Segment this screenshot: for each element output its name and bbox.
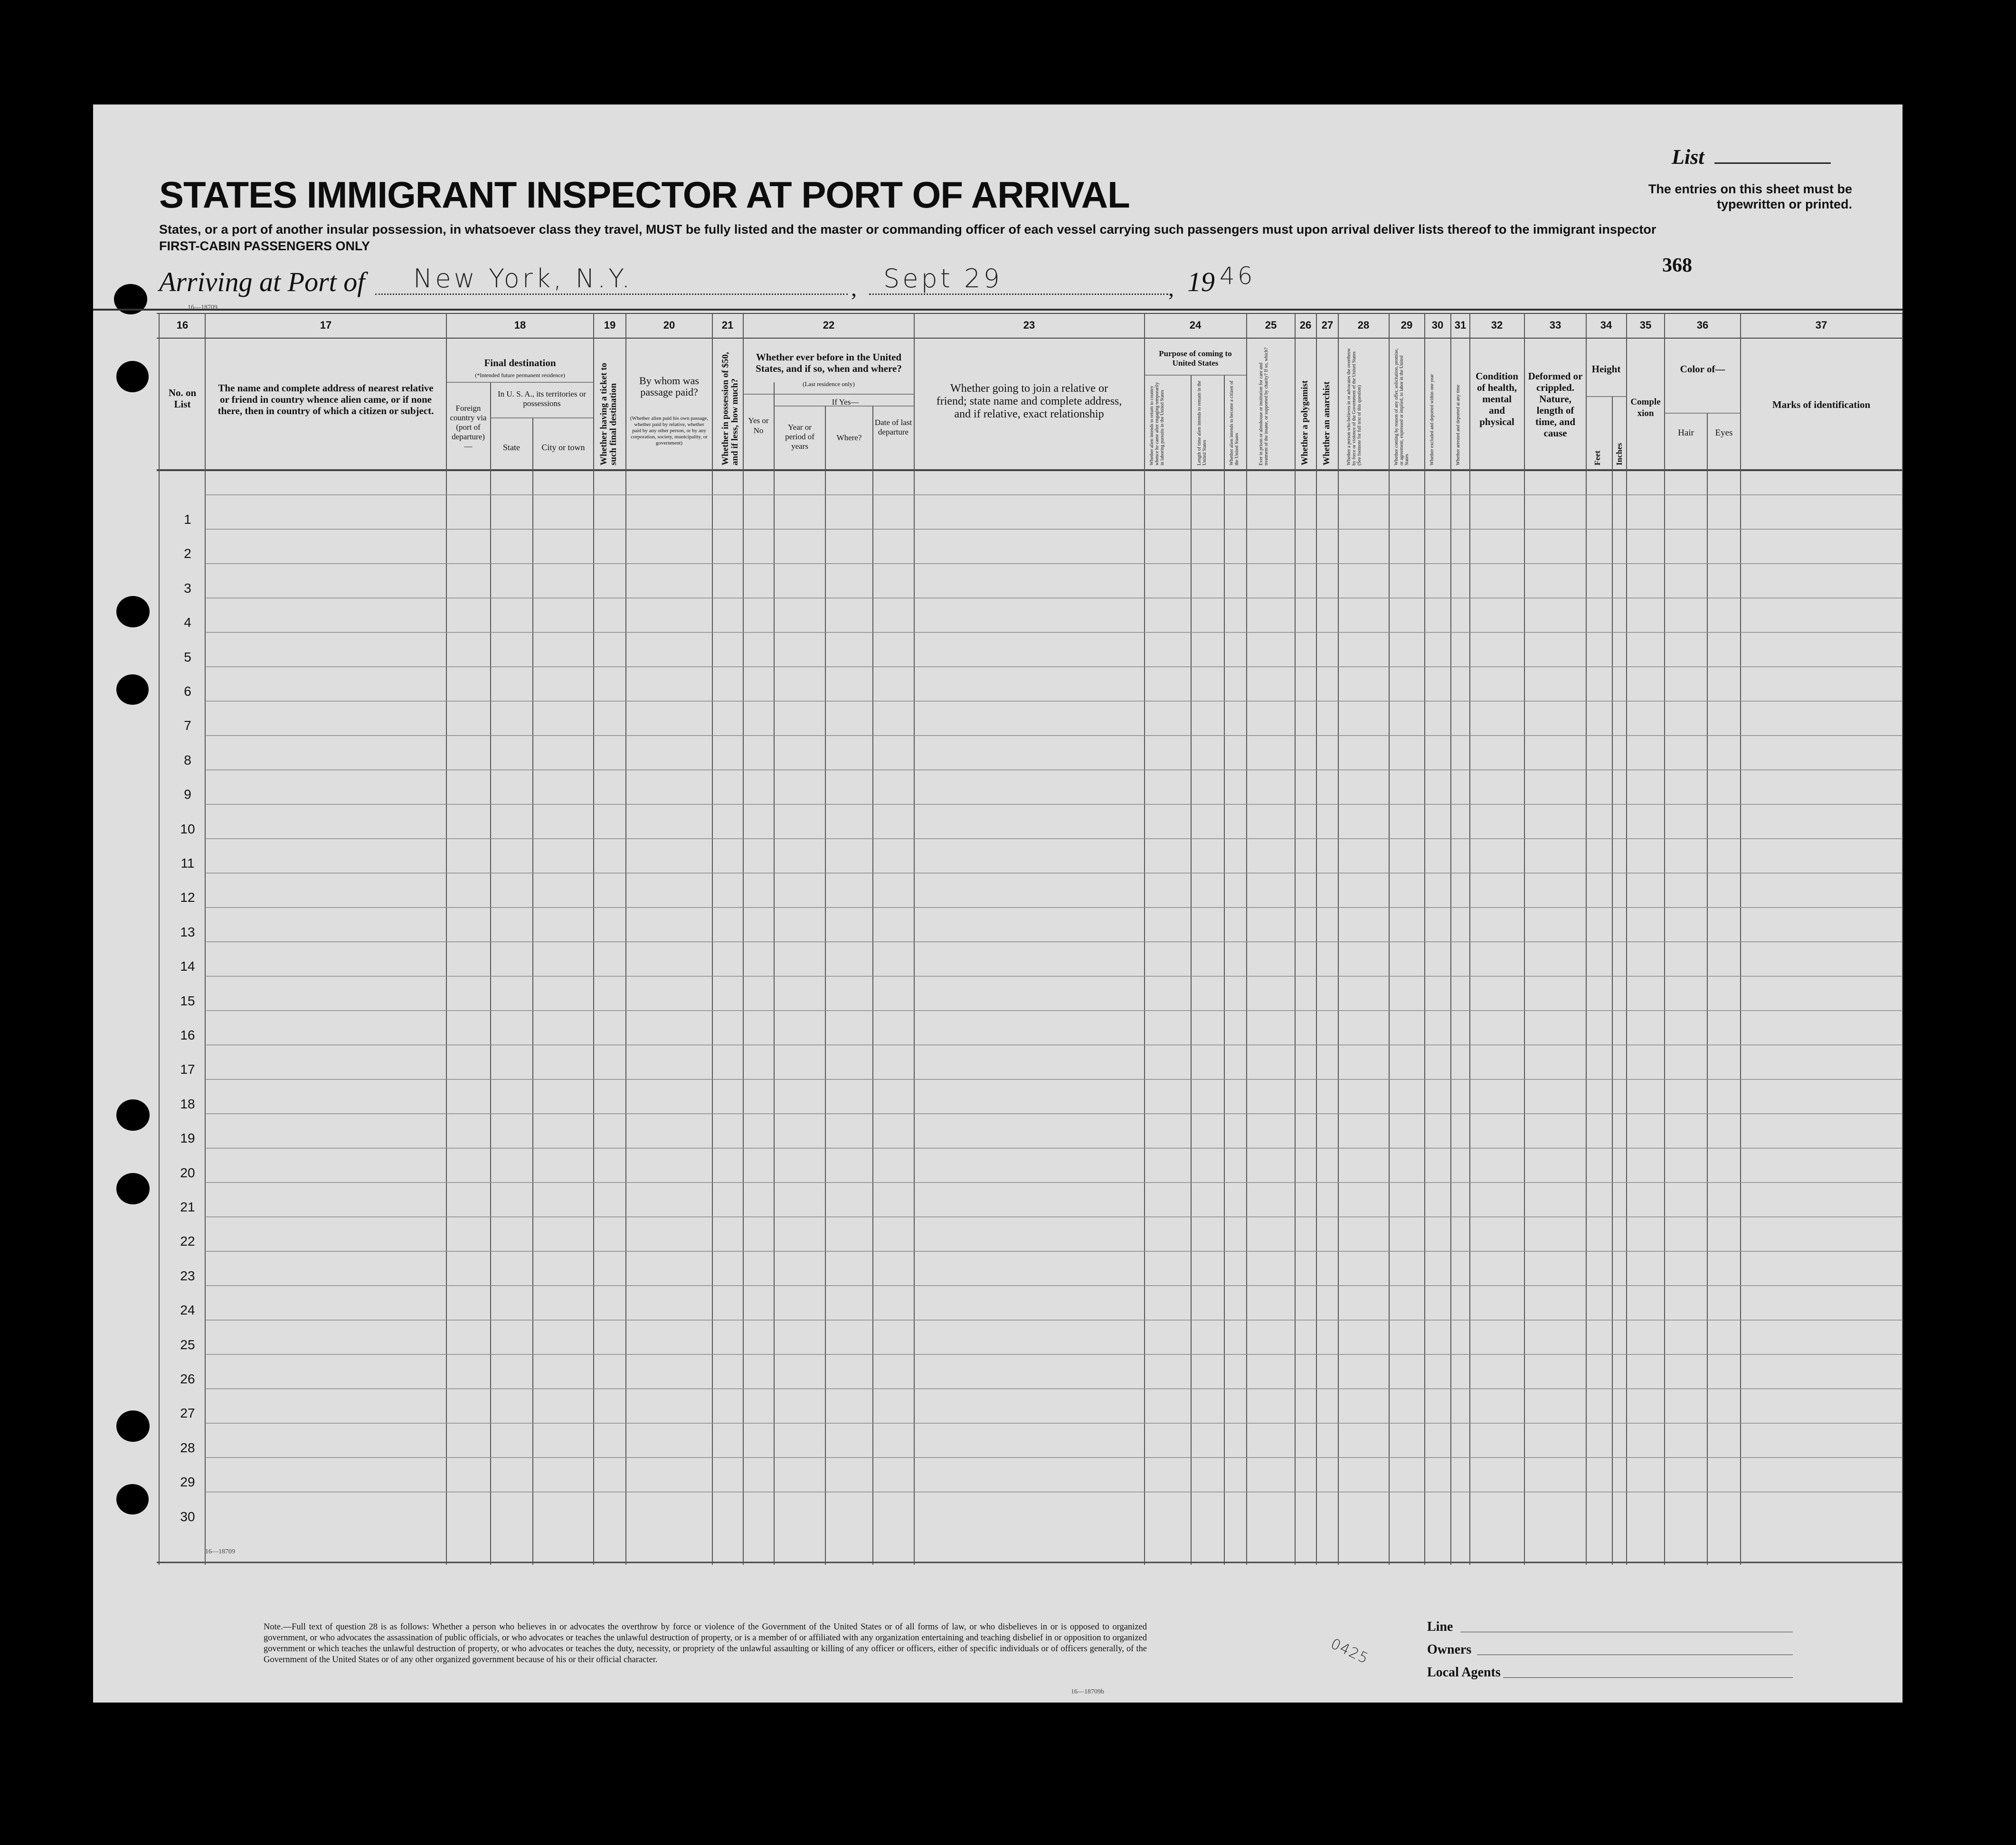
header-yes-no: Yes or No (748, 416, 769, 435)
col-num-25: 25 (1265, 319, 1277, 331)
header-final-destination: Final destination (484, 357, 556, 369)
col-num-28: 28 (1357, 319, 1370, 331)
header-if-yes: If Yes— (832, 397, 859, 407)
header-foreign-country: Foreign country via (port of departure)— (450, 404, 487, 451)
form-instructions: States, or a port of another insular possession, in whatsoever class they travel, MUST be fully listed and the master or commanding officer of each vessel carrying such passengers must upon arrival deliver lists thereof to the immigrant inspector (159, 222, 1656, 237)
row-number: 3 (184, 580, 191, 596)
row-number: 14 (180, 959, 195, 974)
row-number: 15 (180, 993, 195, 1008)
header-deformed: Deformed or crippled. Nature, length of time, and cause (1528, 370, 1583, 439)
row-number: 25 (180, 1337, 195, 1352)
year-entry: 46 (1220, 262, 1256, 290)
col-num-21: 21 (721, 319, 734, 331)
year-prefix: 19 (1187, 266, 1215, 297)
header-last-residence: (Last residence only) (803, 380, 855, 388)
row-number: 24 (180, 1303, 195, 1318)
row-number: 5 (184, 649, 191, 664)
col-num-22: 22 (823, 319, 835, 331)
header-nearest-relative: The name and complete address of nearest relative or friend in country whence alien came, or if none there, then in country of which a citizen or subject. (218, 382, 434, 416)
row-number: 12 (180, 890, 195, 905)
header-complexion: Complexion (1630, 397, 1661, 418)
header-arrested: Whether arrested and deported at any time (1456, 385, 1461, 465)
header-purpose-length: Length of time alien intends to remain in the United States (1197, 380, 1207, 465)
row-number: 17 (180, 1062, 195, 1077)
header-state: State (503, 443, 520, 452)
row-number: 6 (184, 684, 191, 699)
col-num-36: 36 (1696, 319, 1709, 331)
row-number: 29 (180, 1475, 195, 1490)
form-code-bottom: 16—18709 (205, 1548, 235, 1555)
header-eyes: Eyes (1715, 428, 1733, 438)
col-num-30: 30 (1431, 319, 1444, 331)
header-city-town: City or town (541, 443, 585, 452)
header-excluded: Whether excluded and deported within one year (1429, 374, 1435, 465)
form-code-footer: 16—18709b (1071, 1688, 1104, 1695)
col-num-37: 37 (1815, 319, 1827, 331)
header-fifty-dollars: Whether in possession of $50, and if less, how much? (720, 352, 740, 465)
date-entry: Sept 29 (883, 264, 1003, 293)
row-number: 22 (180, 1234, 195, 1249)
list-label: List (1672, 145, 1704, 169)
arriving-label: Arriving at Port of (159, 266, 365, 297)
header-purpose-return: Whether alien intends to return to country whence he came after engaging temporarily in laboring pursuits in the United States (1149, 382, 1165, 465)
form-title: STATES IMMIGRANT INSPECTOR AT PORT OF ARRIVAL (159, 174, 1130, 216)
header-passage-paid: By whom was passage paid? (639, 375, 699, 398)
header-overthrow: Whether a person who believes in or advocates the overthrow by force or violence of the Government of the United States (See footnote for full text of this question) (1346, 348, 1362, 465)
header-polygamist: Whether a polygamist (1300, 380, 1310, 465)
row-number: 7 (184, 718, 191, 733)
col-num-26: 26 (1299, 319, 1312, 331)
header-marks: Marks of identification (1772, 399, 1871, 410)
port-entry: New York, N.Y. (413, 264, 633, 293)
col-num-19: 19 (604, 319, 616, 331)
header-where: Where? (836, 433, 862, 442)
header-anarchist: Whether an anarchist (1322, 381, 1332, 465)
row-number: 9 (184, 787, 191, 802)
col-num-20: 20 (663, 319, 675, 331)
row-number: 4 (184, 615, 191, 630)
row-number: 21 (180, 1200, 195, 1214)
header-year-period: Year or period of years (785, 423, 814, 451)
row-number: 20 (180, 1165, 195, 1180)
col-num-16: 16 (176, 319, 189, 331)
row-number: 10 (180, 821, 195, 836)
row-number: 2 (184, 546, 191, 561)
form-code-top: 16—18709 (188, 304, 218, 311)
row-number: 30 (180, 1509, 195, 1524)
header-ticket: Whether having a ticket to such final destination (599, 362, 618, 465)
header-labor-offer: Whether coming by reason of any offer, solicitation, promise, or agreement, expressed or implied, to labor in the United States (1394, 348, 1410, 465)
header-join-relative: Whether going to join a relative or friend; state name and complete address, and if relative, exact relationship (936, 382, 1122, 420)
owners-label: Owners (1427, 1642, 1472, 1657)
entries-note: The entries on this sheet must be typewritten or printed. (1648, 182, 1852, 211)
row-number: 23 (180, 1268, 195, 1283)
row-number: 19 (180, 1131, 195, 1146)
header-feet: Feet (1593, 450, 1602, 465)
header-height: Height (1591, 363, 1621, 375)
col-num-29: 29 (1401, 319, 1413, 331)
row-number: 26 (180, 1372, 195, 1386)
question-28-footnote: Note.—Full text of question 28 is as follows: Whether a person who believes in or advocates the overthrow by force or violence of the Government of the United States or of all forms of law, or who disbelieves in or is opposed to organized government, or who advocates the assassination of public officials, or who advocates or teaches the unlawful destruction of property, or is a member of or affiliated with any organization entertaining and teaching disbelief in or opposition to organized government or which teaches the unlawful destruction of property, or who advocates or teaches the duty, necessity, or propriety of the unlawful assaulting or killing of any officer or officers, either of specific individuals or of officers generally, of the Government of the United States or of any other organized government because of his or their official character. (264, 1622, 1147, 1665)
header-color-of: Color of— (1680, 363, 1725, 375)
col-num-35: 35 (1639, 319, 1652, 331)
col-num-33: 33 (1549, 319, 1562, 331)
handwritten-mark: 0425 (1328, 1635, 1372, 1668)
col-num-27: 27 (1321, 319, 1334, 331)
header-prison: Ever in prison or almshouse or institution for care and treatment of the insane, or supported by charity? If so, which? (1259, 347, 1269, 465)
col-num-32: 32 (1491, 319, 1503, 331)
col-num-23: 23 (1023, 319, 1035, 331)
col-num-34: 34 (1600, 319, 1612, 331)
header-purpose-citizen: Whether alien intends to become a citizen of the United States (1229, 380, 1240, 465)
row-number: 16 (180, 1028, 195, 1042)
row-number: 27 (180, 1406, 195, 1421)
col-num-31: 31 (1454, 319, 1467, 331)
header-date-departure: Date of last departure (874, 418, 912, 436)
header-no-on-list: No. on List (168, 387, 197, 410)
row-number: 8 (184, 752, 191, 767)
header-health: Condition of health, mental and physical (1476, 370, 1518, 427)
col-num-18: 18 (514, 319, 526, 331)
col-num-17: 17 (320, 319, 332, 331)
header-inches: Inches (1615, 443, 1624, 465)
stamp-number: 368 (1662, 255, 1692, 276)
line-label: Line (1427, 1619, 1453, 1634)
header-purpose: Purpose of coming to United States (1159, 349, 1232, 368)
col-num-24: 24 (1189, 319, 1202, 331)
header-hair: Hair (1678, 428, 1694, 438)
passenger-class: FIRST-CABIN PASSENGERS ONLY (159, 239, 370, 253)
header-final-destination-note: (*Intended future permanent residence) (475, 372, 565, 378)
local-agents-label: Local Agents (1427, 1665, 1501, 1680)
row-number: 11 (180, 856, 195, 870)
row-number: 1 (184, 512, 191, 527)
header-ever-before: Whether ever before in the United States, and if so, when and where? (756, 351, 902, 374)
row-number: 13 (180, 924, 195, 939)
row-number: 28 (180, 1440, 195, 1455)
row-number: 18 (180, 1096, 195, 1111)
header-passage-paid-note: (Whether alien paid his own passage, whether paid by relative, whether paid by any other person, or by any corporation, society, municipality, or government) (630, 416, 709, 446)
header-in-usa: In U. S. A., its territories or possessions (497, 389, 587, 408)
